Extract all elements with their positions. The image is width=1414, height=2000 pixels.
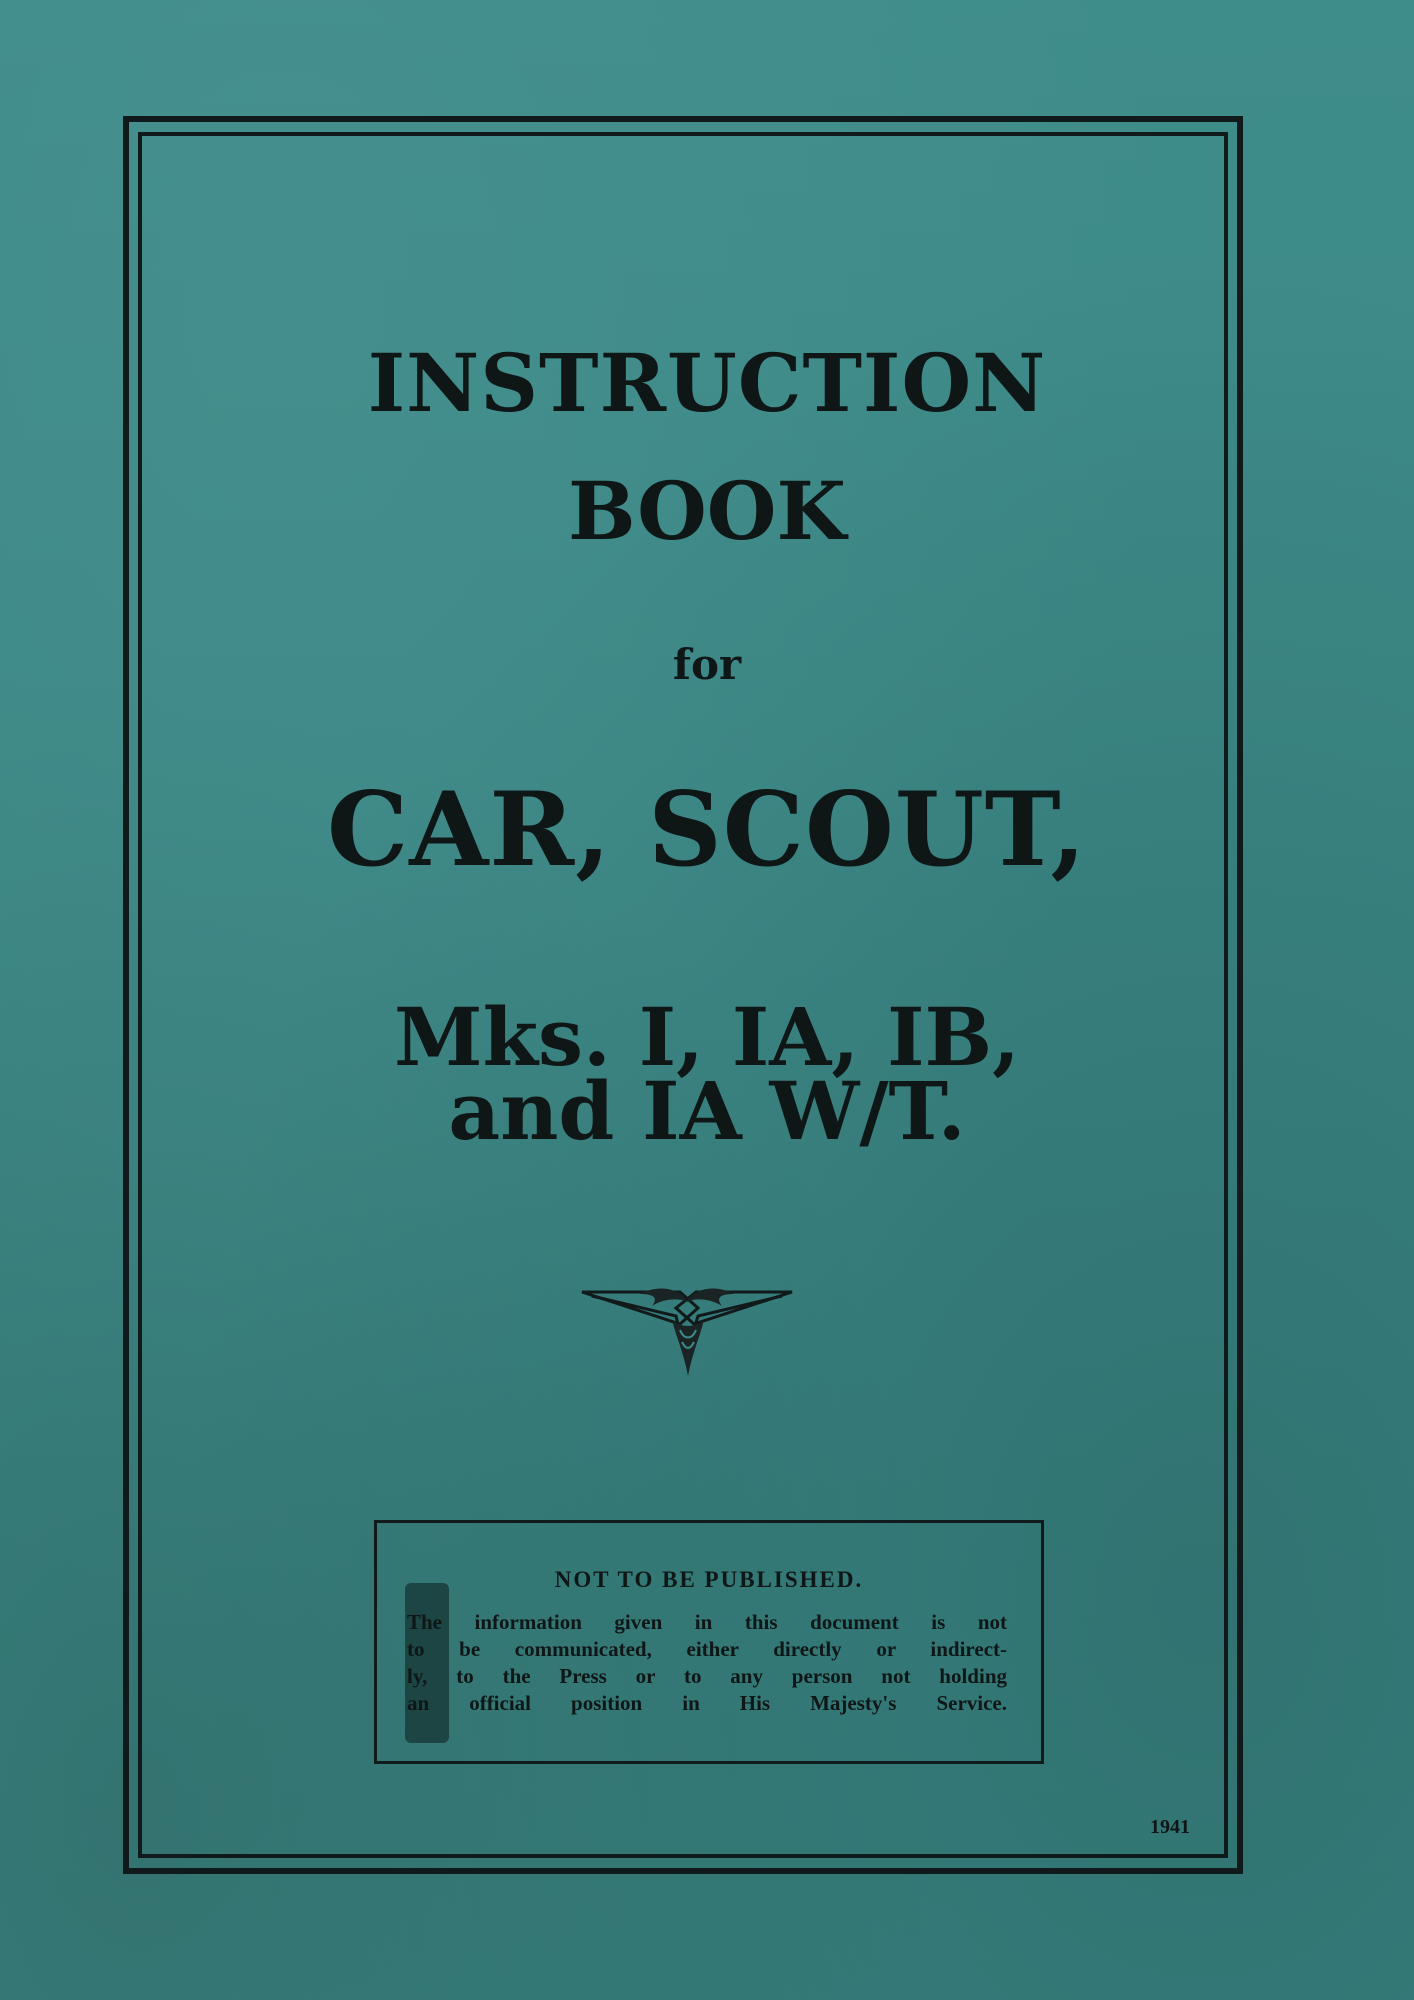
subject-marks-continued: and IA W/T. xyxy=(448,1064,966,1158)
publication-year: 1941 xyxy=(1150,1816,1190,1838)
notice-body xyxy=(407,1609,1007,1717)
notice-heading: NOT TO BE PUBLISHED. xyxy=(554,1567,864,1592)
notice-line: ly, to the Press or to any person not holding xyxy=(407,1664,1007,1688)
for-label: for xyxy=(672,640,742,689)
notice-line: to be communicated, either directly or indirect- xyxy=(407,1637,1007,1661)
title-instruction: INSTRUCTION xyxy=(367,336,1047,430)
subject-car-scout: CAR, SCOUT, xyxy=(327,770,1087,890)
notice-line: an official position in His Majesty's Service. xyxy=(407,1691,1007,1715)
notice-line: The information given in this document is not xyxy=(407,1610,1007,1634)
subject-marks: Mks. I, IA, IB, xyxy=(394,990,1020,1084)
restriction-notice-box xyxy=(374,1520,1044,1764)
title-book: BOOK xyxy=(567,464,846,558)
winged-emblem-icon xyxy=(580,1280,794,1380)
